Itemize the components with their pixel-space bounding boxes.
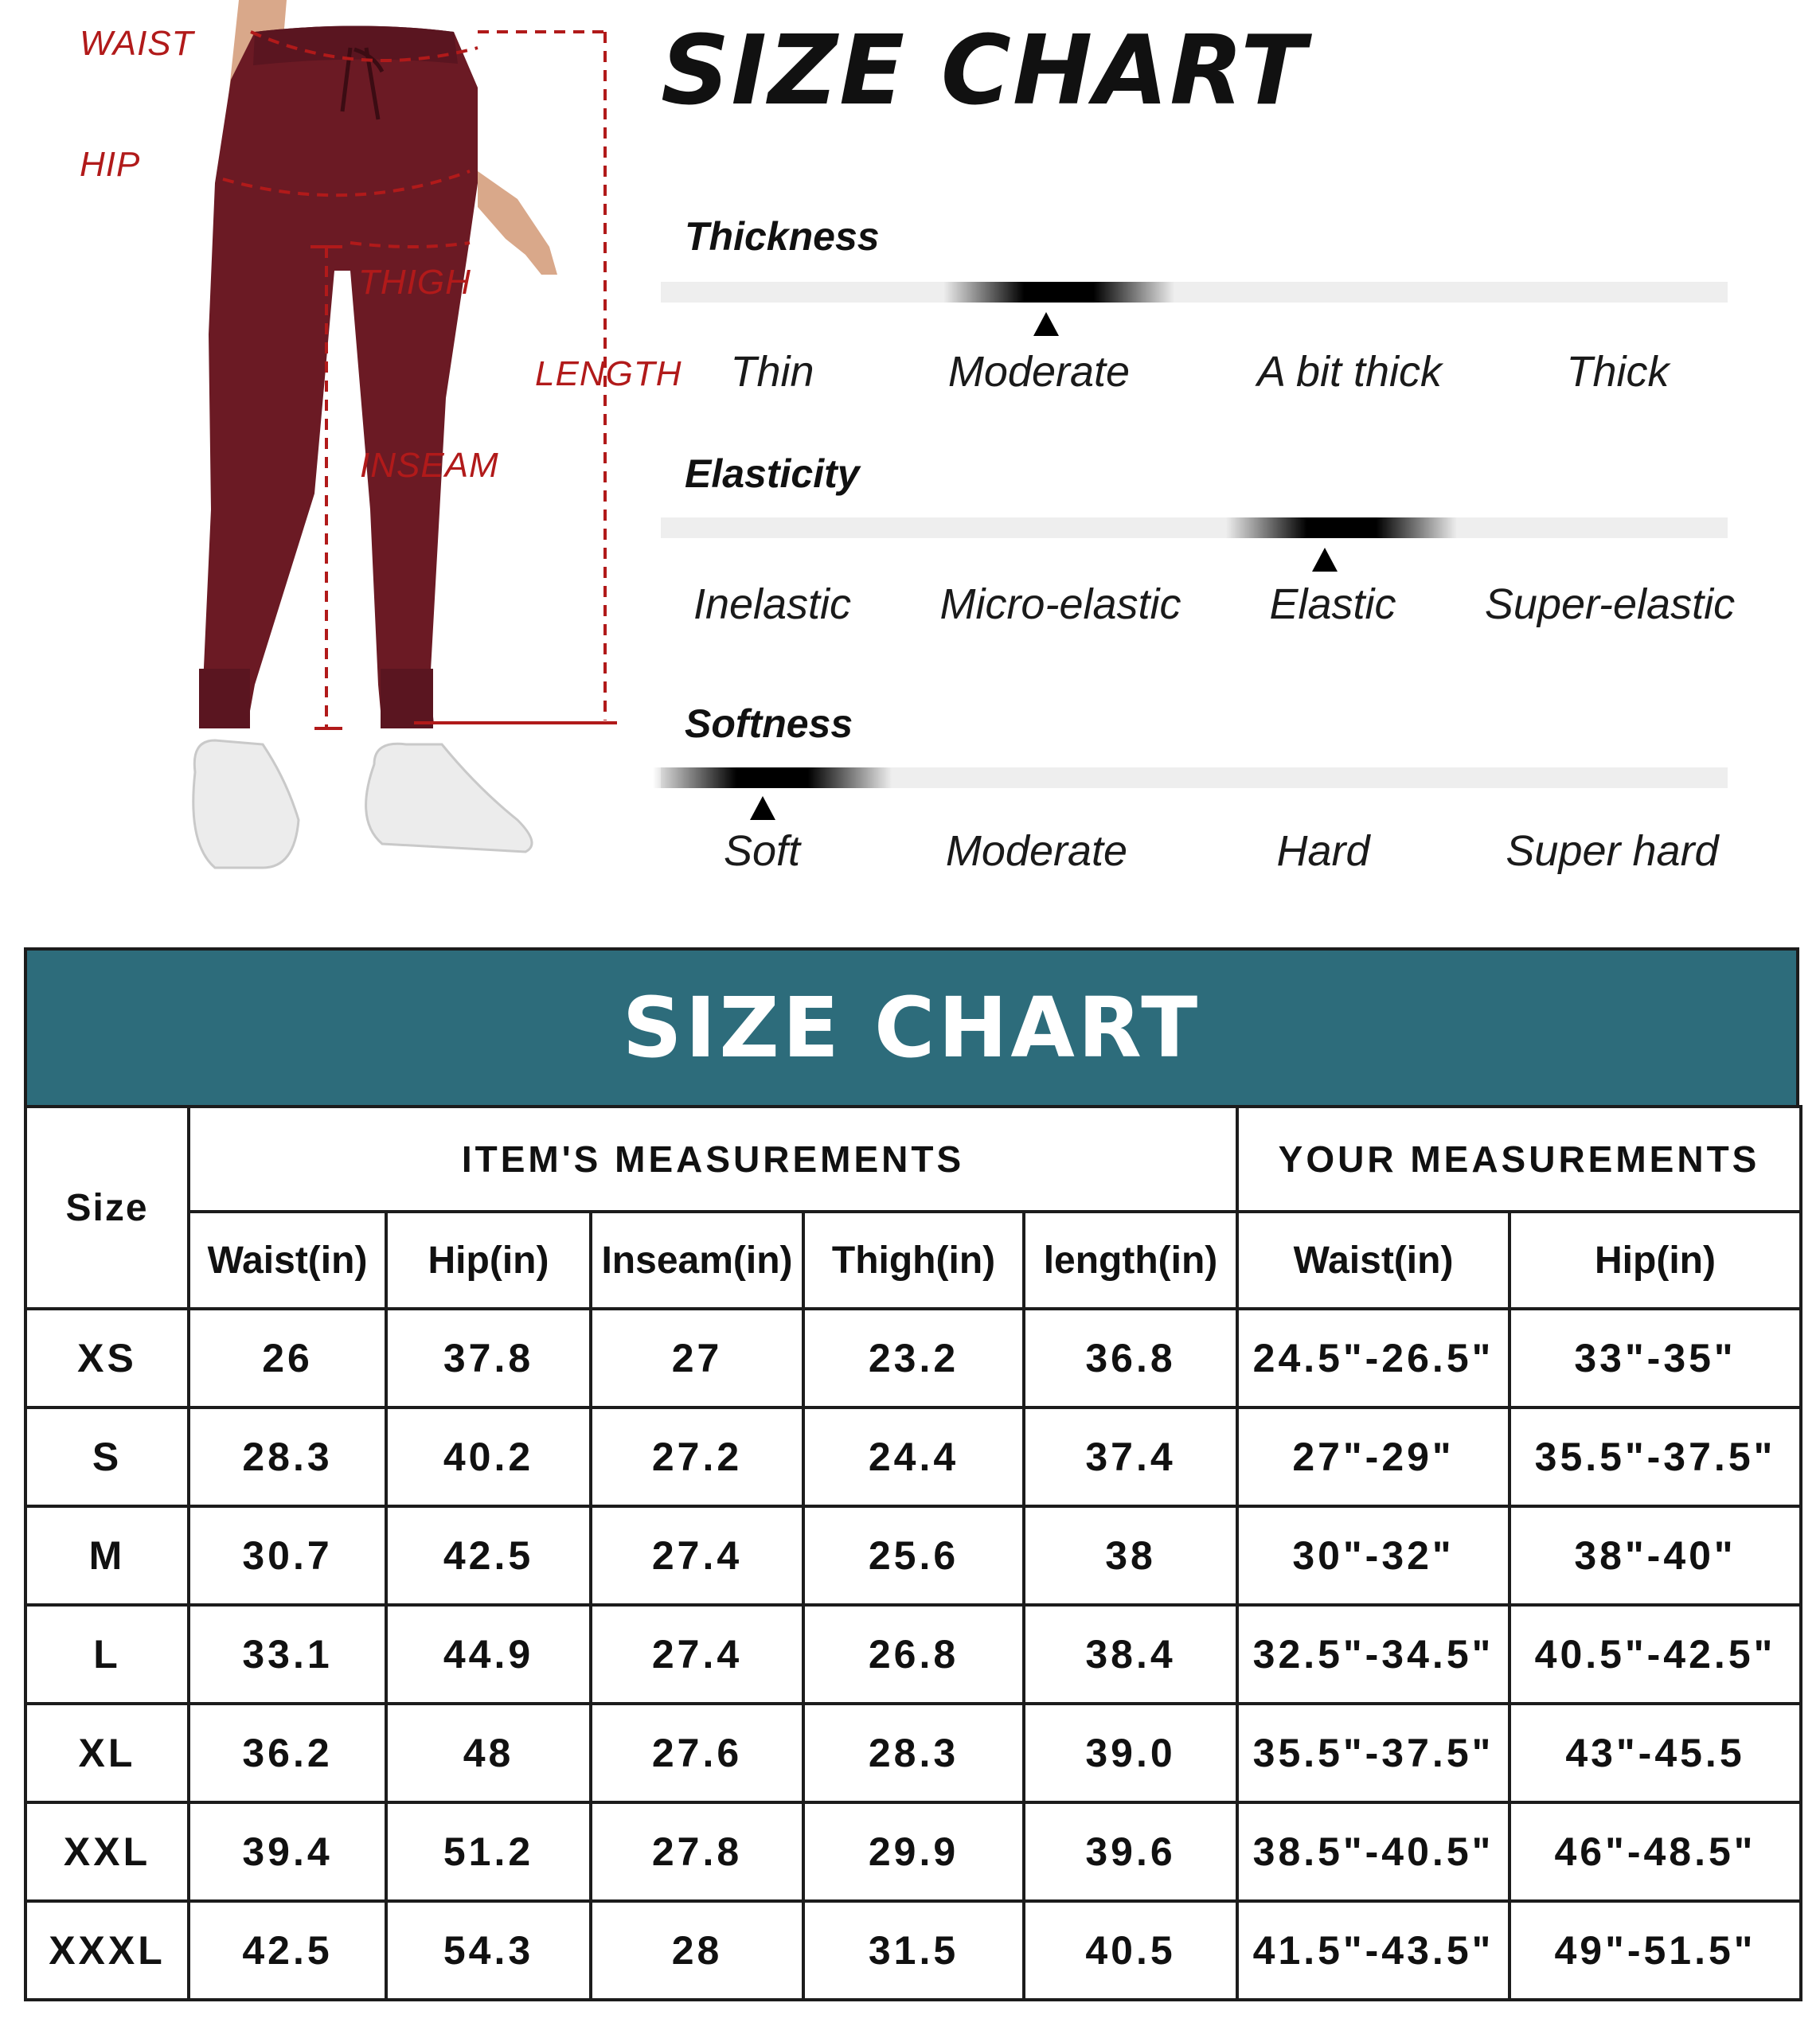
- your-hip-cell: 38"-40": [1510, 1506, 1801, 1605]
- your-hip-cell: 49"-51.5": [1510, 1901, 1801, 2000]
- elasticity-option-super-elastic: Super-elastic: [1484, 580, 1736, 628]
- size-cell: XXXL: [25, 1901, 189, 2000]
- softness-option-hard: Hard: [1276, 827, 1370, 875]
- your-waist-cell: 38.5"-40.5": [1237, 1802, 1510, 1901]
- softness-option-super-hard: Super hard: [1506, 827, 1719, 875]
- your-waist-cell: 24.5"-26.5": [1237, 1309, 1510, 1407]
- item-waist-cell: 39.4: [189, 1802, 386, 1901]
- item-hip-header: Hip(in): [386, 1212, 591, 1309]
- size-cell: M: [25, 1506, 189, 1605]
- right-cuff: [381, 669, 433, 728]
- thickness-scale: [661, 282, 1728, 303]
- elasticity-indicator: [1226, 517, 1457, 538]
- item-length-cell: 37.4: [1024, 1407, 1237, 1506]
- table-row-l: [25, 1605, 1801, 1704]
- table-row-xl: [25, 1704, 1801, 1802]
- item-inseam-cell: 27.4: [591, 1605, 803, 1704]
- softness-heading: Softness: [685, 701, 853, 746]
- size-cell: S: [25, 1407, 189, 1506]
- table-banner: SIZE CHART: [24, 947, 1799, 1105]
- hip-label: HIP: [80, 145, 141, 184]
- your-hip-cell: 43"-45.5: [1510, 1704, 1801, 1802]
- pants-illustration: [0, 0, 701, 908]
- thickness-heading: Thickness: [685, 214, 880, 259]
- size-chart-table: [24, 1105, 1802, 2001]
- thickness-option-thin: Thin: [730, 348, 814, 396]
- softness-indicator: [653, 767, 892, 788]
- right-hand: [478, 171, 557, 275]
- elasticity-heading: Elasticity: [685, 451, 860, 496]
- item-waist-header: Waist(in): [189, 1212, 386, 1309]
- pants-shape: [199, 26, 478, 729]
- left-shoe: [193, 740, 299, 868]
- size-chart-table-section: [24, 947, 1799, 2001]
- size-column-header: Size: [25, 1107, 189, 1309]
- item-length-cell: 36.8: [1024, 1309, 1237, 1407]
- item-length-cell: 39.6: [1024, 1802, 1237, 1901]
- table-row-xxxl: [25, 1901, 1801, 2000]
- item-thigh-cell: 25.6: [803, 1506, 1024, 1605]
- item-inseam-cell: 28: [591, 1901, 803, 2000]
- item-inseam-header: Inseam(in): [591, 1212, 803, 1309]
- right-shoe: [366, 744, 532, 852]
- item-inseam-cell: 27: [591, 1309, 803, 1407]
- your-hip-cell: 46"-48.5": [1510, 1802, 1801, 1901]
- thickness-option-moderate: Moderate: [947, 348, 1131, 396]
- item-hip-cell: 40.2: [386, 1407, 591, 1506]
- item-hip-cell: 37.8: [386, 1309, 591, 1407]
- thickness-arrow-icon: [1033, 312, 1059, 336]
- table-row-s: [25, 1407, 1801, 1506]
- item-thigh-cell: 26.8: [803, 1605, 1024, 1704]
- item-thigh-cell: 29.9: [803, 1802, 1024, 1901]
- inseam-label: INSEAM: [360, 446, 499, 485]
- your-waist-cell: 27"-29": [1237, 1407, 1510, 1506]
- size-cell: XS: [25, 1309, 189, 1407]
- your-waist-cell: 32.5"-34.5": [1237, 1605, 1510, 1704]
- your-waist-cell: 35.5"-37.5": [1237, 1704, 1510, 1802]
- item-waist-cell: 30.7: [189, 1506, 386, 1605]
- elasticity-scale: [661, 517, 1728, 538]
- your-hip-cell: 40.5"-42.5": [1510, 1605, 1801, 1704]
- size-cell: XL: [25, 1704, 189, 1802]
- elasticity-option-elastic: Elastic: [1269, 580, 1396, 628]
- your-hip-cell: 33"-35": [1510, 1309, 1801, 1407]
- item-thigh-cell: 28.3: [803, 1704, 1024, 1802]
- table-row-m: [25, 1506, 1801, 1605]
- item-thigh-header: Thigh(in): [803, 1212, 1024, 1309]
- item-hip-cell: 48: [386, 1704, 591, 1802]
- left-cuff: [199, 669, 250, 728]
- item-inseam-cell: 27.8: [591, 1802, 803, 1901]
- item-length-header: length(in): [1024, 1212, 1237, 1309]
- item-waist-cell: 42.5: [189, 1901, 386, 2000]
- thigh-label: THIGH: [358, 263, 471, 302]
- item-length-cell: 38.4: [1024, 1605, 1237, 1704]
- item-waist-cell: 28.3: [189, 1407, 386, 1506]
- table-row-xs: [25, 1309, 1801, 1407]
- elasticity-option-micro-elastic: Micro-elastic: [939, 580, 1181, 628]
- elasticity-arrow-icon: [1312, 548, 1338, 572]
- your-waist-cell: 30"-32": [1237, 1506, 1510, 1605]
- size-cell: L: [25, 1605, 189, 1704]
- elasticity-option-inelastic: Inelastic: [693, 580, 852, 628]
- your-waist-cell: 41.5"-43.5": [1237, 1901, 1510, 2000]
- item-hip-cell: 51.2: [386, 1802, 591, 1901]
- item-waist-cell: 26: [189, 1309, 386, 1407]
- item-thigh-cell: 24.4: [803, 1407, 1024, 1506]
- item-waist-cell: 33.1: [189, 1605, 386, 1704]
- softness-scale: [661, 767, 1728, 788]
- your-waist-header: Waist(in): [1237, 1212, 1510, 1309]
- thickness-option-thick: Thick: [1566, 348, 1670, 396]
- item-length-cell: 40.5: [1024, 1901, 1237, 2000]
- waist-label: WAIST: [80, 24, 194, 63]
- item-length-cell: 38: [1024, 1506, 1237, 1605]
- item-hip-cell: 44.9: [386, 1605, 591, 1704]
- item-inseam-cell: 27.4: [591, 1506, 803, 1605]
- table-row-xxl: [25, 1802, 1801, 1901]
- item-measurements-header: ITEM'S MEASUREMENTS: [189, 1107, 1237, 1212]
- item-inseam-cell: 27.6: [591, 1704, 803, 1802]
- softness-option-soft: Soft: [723, 827, 801, 875]
- pants-measurement-figure: [0, 0, 701, 908]
- item-length-cell: 39.0: [1024, 1704, 1237, 1802]
- item-thigh-cell: 23.2: [803, 1309, 1024, 1407]
- softness-arrow-icon: [750, 796, 775, 820]
- length-label: LENGTH: [535, 354, 682, 393]
- item-hip-cell: 42.5: [386, 1506, 591, 1605]
- your-hip-cell: 35.5"-37.5": [1510, 1407, 1801, 1506]
- size-cell: XXL: [25, 1802, 189, 1901]
- thickness-option-a-bit-thick: A bit thick: [1256, 348, 1443, 396]
- item-hip-cell: 54.3: [386, 1901, 591, 2000]
- item-inseam-cell: 27.2: [591, 1407, 803, 1506]
- item-thigh-cell: 31.5: [803, 1901, 1024, 2000]
- item-waist-cell: 36.2: [189, 1704, 386, 1802]
- page-title: SIZE CHART: [661, 16, 1308, 127]
- your-hip-header: Hip(in): [1510, 1212, 1801, 1309]
- softness-option-moderate: Moderate: [945, 827, 1128, 875]
- your-measurements-header: YOUR MEASUREMENTS: [1237, 1107, 1801, 1212]
- thickness-indicator: [943, 282, 1174, 303]
